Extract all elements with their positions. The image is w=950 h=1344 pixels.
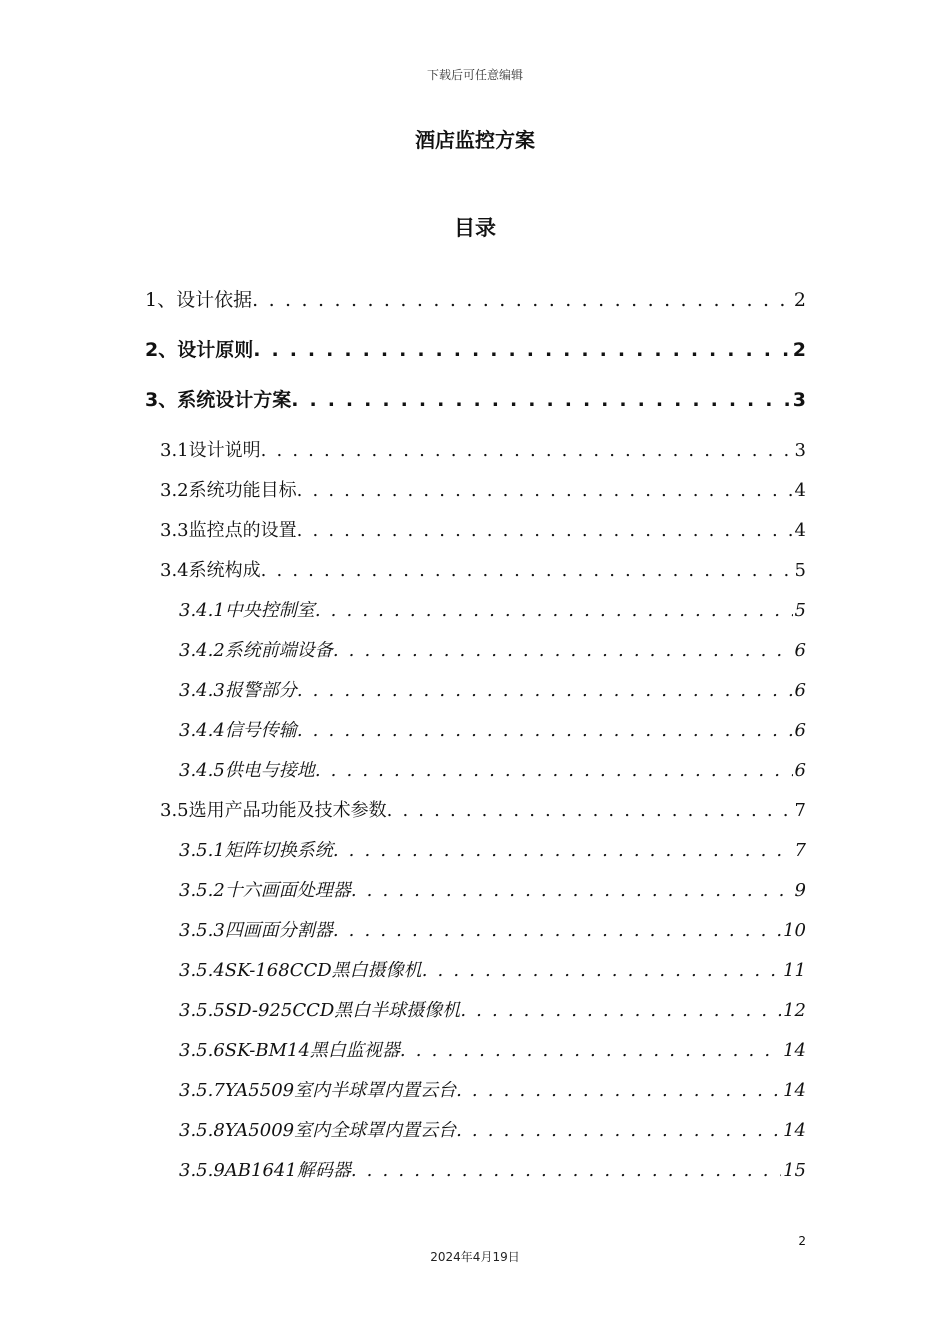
toc-entry-page: 3	[792, 389, 806, 411]
toc-entry[interactable]	[179, 596, 806, 626]
toc-entry[interactable]	[145, 335, 806, 365]
toc-entry-label: 1、设计依据	[145, 289, 253, 311]
toc-entry[interactable]	[179, 996, 806, 1026]
toc-entry-page: 3	[794, 440, 806, 461]
toc-entry-page: 14	[783, 1120, 806, 1141]
toc-entry-label: 3.5.3四画面分割器	[179, 920, 333, 941]
toc-entry-label: 3.5.6SK-BM14黑白监视器	[179, 1040, 400, 1061]
toc-leader-dots	[333, 920, 781, 941]
toc-leader-dots	[253, 339, 791, 361]
toc-entry-label: 3.3监控点的设置	[160, 520, 297, 541]
toc-entry-page: 4	[794, 480, 806, 501]
toc-entry-label: 3.5选用产品功能及技术参数	[160, 800, 387, 821]
page-footer-date: 2024年4月19日	[430, 1250, 520, 1264]
toc-leader-dots	[291, 389, 791, 411]
toc-entry-page: 2	[792, 339, 806, 361]
toc-entry-label: 3.4.4信号传输	[179, 720, 297, 741]
toc-entry-page: 14	[783, 1040, 806, 1061]
toc-entry[interactable]	[179, 916, 806, 946]
toc-entry-label: 3.4.2系统前端设备	[179, 640, 333, 661]
toc-entry-page: 7	[794, 840, 806, 861]
toc-entry-label: 3.5.4SK-168CCD黑白摄像机	[179, 960, 422, 981]
toc-entry-page: 14	[783, 1080, 806, 1101]
toc-entry[interactable]	[179, 636, 806, 666]
toc-entry-label: 3.4.5供电与接地	[179, 760, 315, 781]
document-title: 酒店监控方案	[415, 128, 535, 152]
toc-entry-label: 3.2系统功能目标	[160, 480, 297, 501]
toc-entry-page: 7	[794, 800, 806, 821]
toc-entry-label: 2、设计原则	[145, 339, 254, 361]
toc-entry[interactable]	[160, 436, 806, 466]
toc-entry[interactable]	[160, 516, 806, 546]
toc-entry-page: 6	[794, 680, 806, 701]
toc-entry-page: 6	[794, 720, 806, 741]
toc-entry-label: 3.1设计说明	[160, 440, 261, 461]
toc-entry[interactable]	[179, 956, 806, 986]
toc-entry-page: 6	[794, 760, 806, 781]
toc-entry[interactable]	[179, 716, 806, 746]
toc-entry-label: 3.5.1矩阵切换系统	[179, 840, 333, 861]
toc-entry-label: 3.5.8YA5009室内全球罩内置云台	[179, 1120, 457, 1141]
toc-leader-dots	[297, 480, 793, 501]
toc-entry[interactable]	[179, 676, 806, 706]
toc-leader-dots	[456, 1080, 781, 1101]
toc-entry-label: 3.4系统构成	[160, 560, 261, 581]
toc-entry[interactable]	[179, 756, 806, 786]
toc-entry-label: 3.5.7YA5509室内半球罩内置云台	[179, 1080, 457, 1101]
toc-leader-dots	[351, 1160, 781, 1181]
toc-entry-page: 5	[794, 600, 806, 621]
toc-entry[interactable]	[160, 556, 806, 586]
toc-leader-dots	[315, 600, 793, 621]
toc-leader-dots	[333, 640, 793, 661]
page-number: 2	[798, 1234, 806, 1248]
toc-entry-label: 3.5.2十六画面处理器	[179, 880, 351, 901]
toc-entry-label: 3.5.9AB1641解码器	[179, 1160, 351, 1181]
toc-leader-dots	[456, 1120, 781, 1141]
toc-entry[interactable]	[160, 476, 806, 506]
toc-leader-dots	[351, 880, 793, 901]
toc-entry-label: 3.4.1中央控制室	[179, 600, 315, 621]
toc-entry-page: 9	[794, 880, 806, 901]
toc-entry[interactable]	[179, 836, 806, 866]
toc-entry[interactable]	[145, 385, 806, 415]
toc-entry[interactable]	[179, 1116, 806, 1146]
toc-entry-label: 3.5.5SD-925CCD黑白半球摄像机	[179, 1000, 461, 1021]
toc-entry-page: 4	[794, 520, 806, 541]
toc-leader-dots	[422, 960, 781, 981]
toc-leader-dots	[387, 800, 793, 821]
toc-leader-dots	[261, 440, 793, 461]
toc-leader-dots	[460, 1000, 781, 1021]
toc-leader-dots	[252, 289, 792, 311]
toc-entry[interactable]	[160, 796, 806, 826]
toc-entry[interactable]	[179, 1036, 806, 1066]
toc-leader-dots	[297, 720, 793, 741]
toc-entry-label: 3、系统设计方案	[145, 389, 292, 411]
toc-leader-dots	[400, 1040, 781, 1061]
toc-entry[interactable]	[145, 285, 806, 315]
toc-entry-page: 6	[794, 640, 806, 661]
toc-entry[interactable]	[179, 876, 806, 906]
toc-entry[interactable]	[179, 1156, 806, 1186]
toc-entry-page: 2	[793, 289, 806, 311]
toc-entry-page: 11	[783, 960, 806, 981]
toc-leader-dots	[297, 520, 793, 541]
toc-entry[interactable]	[179, 1076, 806, 1106]
toc-leader-dots	[297, 680, 793, 701]
toc-leader-dots	[261, 560, 793, 581]
toc-leader-dots	[315, 760, 793, 781]
toc-entry-page: 10	[783, 920, 806, 941]
toc-entry-page: 5	[794, 560, 806, 581]
toc-entry-page: 12	[783, 1000, 806, 1021]
toc-heading: 目录	[454, 216, 496, 240]
toc-leader-dots	[333, 840, 793, 861]
page-header: 下载后可任意编辑	[426, 68, 523, 82]
toc-entry-page: 15	[783, 1160, 806, 1181]
toc-entry-label: 3.4.3报警部分	[179, 680, 297, 701]
